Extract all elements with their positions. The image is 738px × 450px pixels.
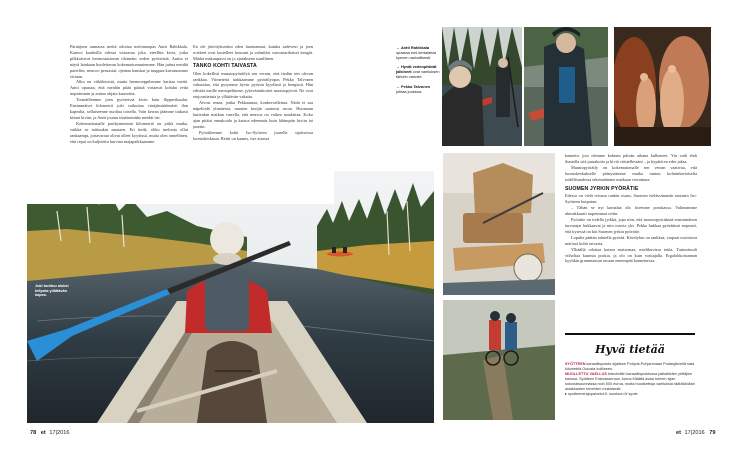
bare-feet-photo (614, 27, 711, 146)
river-photo-caption: Joki tunttuu aluksi teilpota yllättävän kapea. (35, 284, 69, 298)
info-link[interactable]: ▸ syotteenerajopalvelut.fi, luontoon.fi/ syote (565, 392, 638, 396)
paragraph: Pärnäjoen rannassa meitä odottaa melontaopas Antti Rahikkala. Kanoot kauheilla odessä virtaavaa joka, eteelliin kivia, jotka pilkkaisivat hermostuttavan tilonnäin veden pyörteistä. Anttia ei näytä lainkaan huolettavan kokemattomuutemme. Hän juttua meidät paretfiin, neuvoo peruasiat, ojentaa hanskat ja tuuppaa kuvatuomme virtaan. (70, 44, 188, 79)
left-column-2 (193, 44, 313, 194)
caption-name: Pekka Talvonen (400, 83, 431, 89)
caption (396, 85, 440, 95)
paragraph: Olen kokellisit maastopyöräilyä sen verran, että tiedän sen olevan rankkaa. Viimetertä tarkkaamme pyöräilyopas Pekka Talvonen vakuuttaa, että pysymme hyvin pyöriin kyydissä ja hengissä. Hän edistää meille menopelimme, jykevärunkoiset maastopyörät. Ne ovat etujousitetuia ja yllättävän vakaita. (193, 70, 313, 100)
paragraph: – Tähän se nyt kamalaa ole, hoemme porukassa. Valinnamme uhmakkaasti nopeimmat reitin. (565, 205, 697, 217)
arrow-icon: → (396, 83, 400, 89)
info-box (565, 333, 695, 421)
caption (396, 46, 440, 60)
paragraph: Maastopyöräily on kokematomalle sen verran vaativaa, että luontokeskukselle pääsystämme matka tuntuu kolminkertaiselta todellisuudessa tekemäämme matkaan verrattuna. (565, 164, 697, 182)
right-folio (676, 430, 715, 436)
caption (396, 65, 440, 79)
arrow-icon: → (396, 64, 400, 70)
page-number: 78 (30, 430, 37, 436)
brand-logo: et (40, 430, 46, 436)
caption-name: Hyvät vedenpitävät jalkineet (396, 64, 437, 75)
section-heading: TANKO KOHTI TAIVASTA (193, 62, 257, 69)
info-text: toteutettiin kansallispuistossa paikallisten yrittäjien kanssa. Syötteen Erämaaseruun Jonna Määttä avasi toimen sijan kokonaisuunnassa noin 500 euroa, mutta huodsettuja vaelluksia räätälöidään asiakkaiden toiveiden mukaisesti. (565, 372, 695, 391)
paragraph: Edessä on vielä reissun rankin osuus, Suomen etelässämmän tunturin Iso-Syötteen huipuiun. (565, 193, 697, 205)
info-box-top-rule (565, 333, 695, 335)
canoe-guide-photo (524, 27, 608, 146)
paragraph: Ylhäällä odottaa kutsea maisemaa, mielikuvissa taitta. Tunturituuli viiholtaa kuumia poskia, ja olo on kuin voittajalla. Ergalohkoistaman kyyhkin grammaasan tavaan ennempää kannettavaa. (565, 246, 697, 264)
left-folio (30, 430, 69, 436)
page-number: 79 (709, 430, 716, 436)
forest-detail-photo (443, 300, 555, 420)
brand-logo: et (676, 430, 681, 436)
section-heading: SUOMEN JYRKIN PYÖRÄTIE (565, 185, 639, 192)
guide-with-paddle-photo (442, 27, 522, 146)
camp-gear-photo (443, 153, 555, 295)
paragraph: Pyörätie on todella jyrkkä, jopa niin, että maastopyöräänsä ensimmäisen turvarajat hukkaavat ja niin osuvia yks. Pekka hukkaa pyöräänsä nopeasti, että kysessä on kin Suomen jyrkin pyörätie. (565, 217, 697, 234)
caption-text: opastaa emi-kertalaisia kyenen rauhallisesti. (396, 49, 437, 60)
paragraph: Lopulta päätän talutella pyörää. Kävelykin on rankkaa, varpaat osoittavat märissä kohti taivasta. (565, 234, 697, 246)
paragraph: En ole järeiityksettini eden huomannut, kuinka sadeveui ja joen roiskeet ovat kastelleet housuni ja valmiiksi vauvanarikaiset kengät. Märkä makuupussi on jo ajatuksena surullinen. (193, 44, 313, 61)
right-column (565, 153, 697, 349)
paragraph: Pyöräilemme kohti Iso-Syöteen juurella sijaitsevaa luontokeskusta. Reitti on kaunis, itse asiassa (193, 129, 313, 141)
captions-column (396, 46, 440, 99)
river-canoe-photo (27, 171, 434, 423)
left-column-1 (70, 44, 188, 196)
info-text: kansallispuisto sijaitsee Pohjois-Pohjanmaan Pudasjärvellä sata kilometriä Oulusta koilliseen. (565, 362, 695, 371)
paragraph: Alku on vähäloisistä, mutta hermoreppilemme karttaa meitä. Antti opastaa, että meidän pitää päästä virtaavat kohdat vettä nopeammin ja auttaa ohjata kanoottia. (70, 79, 188, 97)
caption-name: Antti Rahikkala (400, 45, 430, 50)
caption-text: johtaa joukkoa. (396, 88, 423, 94)
caption-text: ovat vaelluksen tärkein varuste. (396, 69, 440, 79)
paragraph: Kokemattomalle parikymmentä kilometriä on pitkä matka, vaikka se taittuukin nauraen. Eri tiedä, oliko melonta ollut rankaampi, joriavaraat olivat olleet kyydissä, mutta olen onnellinen, että repui on kuljetettu kuivina majapaikkaamme. (70, 120, 188, 144)
paragraph: Tormäillemme joen pyörteissä kivin kuin flipperikuulat. Ensimmäiset kilometrit joki vaikuttaa väsäjämättömästi ilan kapealta, sellaiseenne nuoltaa toisella. Vain kerran jäämme tiukasti kiinni kiviin, ja Antti joutuu tönäisemään meidät irti. (70, 97, 188, 120)
paragraph: Aivosi reuna, jonka Pekkaantaa, konkervallettua. Näitä et saa näpelöidä ylimäessä, muuten kerijät saatavat irrota. Huomaan kuitenkin matkan varrella, että neuvoa on vaikea noudattaa. Koko ajan pitäisi ennakoida ja katsoa edemmäs kuin lähimpiin kiviin tai juuriin. (193, 100, 313, 129)
info-box-title: Hyvä tietää (595, 343, 665, 356)
issue-label: 17|2016 (684, 430, 705, 436)
issue-label: 17|2016 (49, 430, 70, 436)
info-bold: SYÖTTEEN (565, 362, 586, 366)
info-box-body (565, 362, 695, 397)
paragraph: kaunein, jota olemme kolmen päivän aikana kulkeneet. Yin vaih ehdi ihastella sitä juurakoita ja kiviä väistellessäni – ja hypätä en edes jaksa. (565, 153, 697, 164)
arrow-icon: → (396, 45, 400, 50)
info-bold: MUOLLETTU VAELLUS (565, 372, 607, 376)
